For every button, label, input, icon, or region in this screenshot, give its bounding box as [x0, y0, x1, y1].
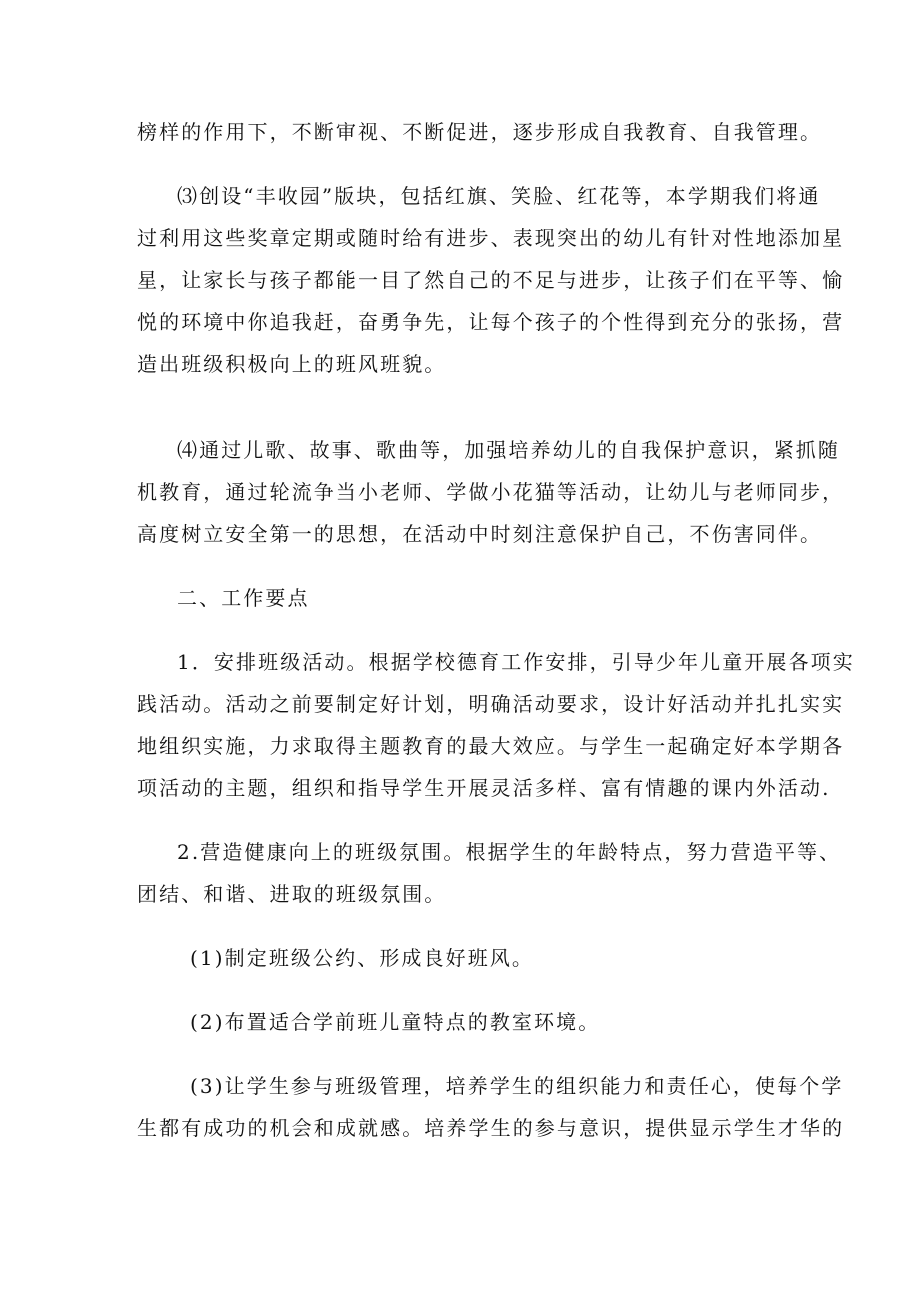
text-line: 机教育，通过轮流争当小老师、学做小花猫等活动，让幼儿与老师同步， [137, 480, 845, 504]
text-line: 2.营造健康向上的班级氛围。根据学生的年龄特点，努力营造平等、 [177, 840, 842, 864]
section-heading: 二、工作要点 [177, 586, 310, 610]
text-line: 践活动。活动之前要制定好计划，明确活动要求，设计好活动并扎扎实实 [137, 692, 845, 716]
text-line: 团结、和谐、进取的班级氛围。 [137, 882, 447, 906]
text-line: 地组织实施，力求取得主题教育的最大效应。与学生一起确定好本学期各 [137, 734, 845, 758]
text-line: 项活动的主题，组织和指导学生开展灵活多样、富有情趣的课内外活动. [137, 776, 831, 800]
list-item: (3)让学生参与班级管理，培养学生的组织能力和责任心，使每个学 [190, 1074, 844, 1098]
list-item: (2)布置适合学前班儿童特点的教室环境。 [190, 1010, 601, 1034]
text-line: 高度树立安全第一的思想，在活动中时刻注意保护自己，不伤害同伴。 [137, 522, 823, 546]
text-line: 悦的环境中你追我赶，奋勇争先，让每个孩子的个性得到充分的张扬，营 [137, 310, 845, 334]
text-line: ⑷通过儿歌、故事、歌曲等，加强培养幼儿的自我保护意识，紧抓随 [177, 438, 840, 462]
list-item: (1)制定班级公约、形成良好班风。 [190, 946, 535, 970]
text-line: 造出班级积极向上的班风班貌。 [137, 352, 447, 376]
text-line: 生都有成功的机会和成就感。培养学生的参与意识，提供显示学生才华的 [137, 1116, 845, 1140]
text-line: 星，让家长与孩子都能一目了然自己的不足与进步，让孩子们在平等、愉 [137, 268, 845, 292]
text-line: 1．安排班级活动。根据学校德育工作安排，引导少年儿童开展各项实 [177, 650, 855, 674]
text-line: 榜样的作用下，不断审视、不断促进，逐步形成自我教育、自我管理。 [137, 120, 823, 144]
text-line: ⑶创设“丰收园”版块，包括红旗、笑脸、红花等，本学期我们将通 [177, 184, 821, 208]
text-line: 过利用这些奖章定期或随时给有进步、表现突出的幼儿有针对性地添加星 [137, 226, 845, 250]
